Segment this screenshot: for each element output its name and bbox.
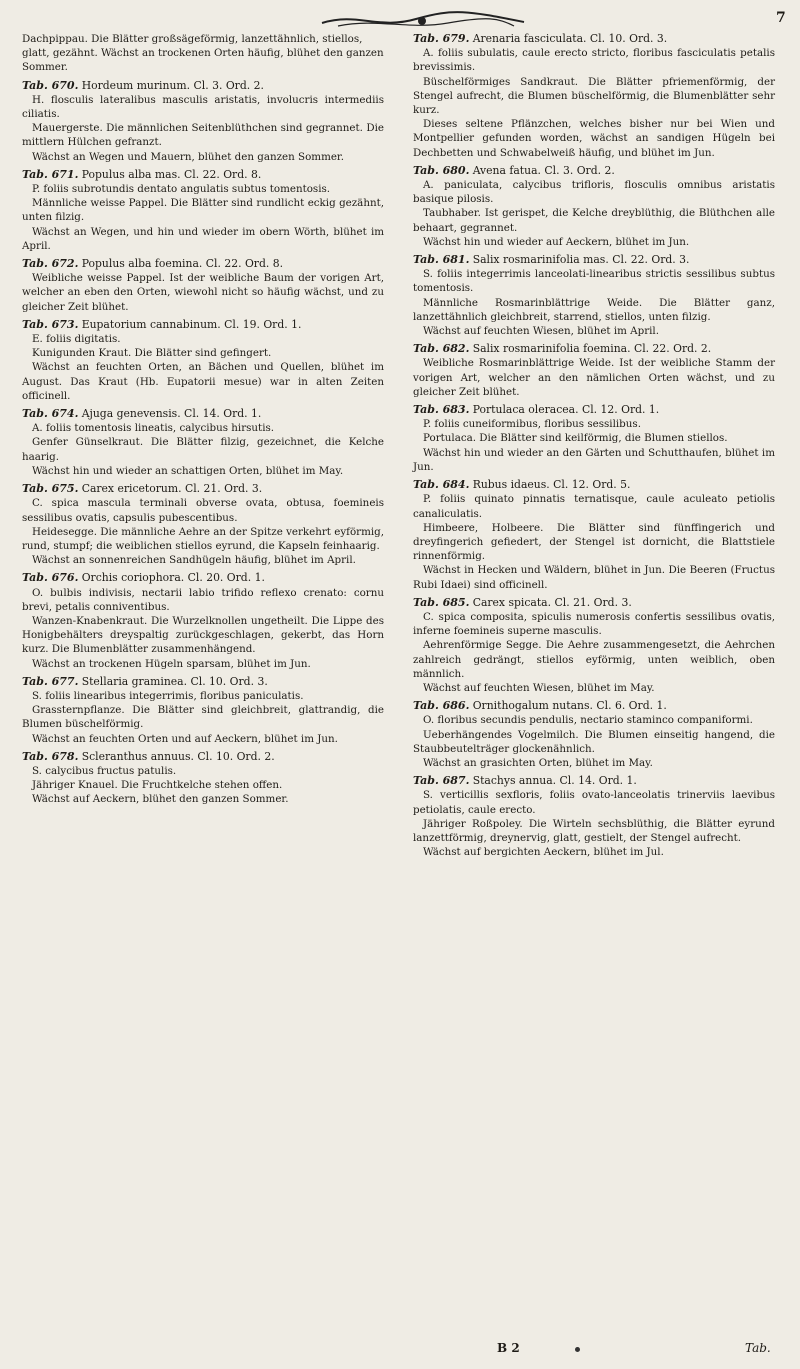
tab-number: Tab. 685. (413, 595, 470, 609)
entry-tab-675 (22, 482, 384, 567)
entry-tab-679 (413, 32, 775, 160)
species-name: Carex spicata. Cl. 21. Ord. 3. (472, 595, 632, 609)
entry-heading (413, 478, 775, 492)
german-description: Jähriger Roßpoley. Die Wirteln sechsblüthig, die Blätter eyrund lanzettförmig, dreynervig, glatt, gestielt, der Stengel aufrecht. (413, 817, 775, 844)
german-description: Aehrenförmige Segge. Die Aehre zusammengesetzt, die Aehrchen zahlreich gedrängt, stiellos eyförmig, unten weiblich, oben männlich. (413, 639, 775, 680)
habitat-text: Wächst hin und wieder auf Aeckern, blühet im Jun. (423, 235, 690, 248)
tab-number: Tab. 671. (22, 167, 79, 181)
ornament-graphic (318, 8, 528, 34)
german-description: Heidesegge. Die männliche Aehre an der Spitze verkehrt eyförmig, rund, stumpf; die weiblichen stiellos eyrund, die Kapseln feinhaarig. (22, 525, 384, 552)
entry-tab-687 (413, 774, 775, 859)
german-description: Ueberhängendes Vogelmilch. Die Blumen einseitig hangend, die Staubbeutelträger glockenähnlich. (413, 728, 775, 755)
german-description: Grassternpflanze. Die Blätter sind gleichbreit, glattrandig, die Blumen büschelförmig. (22, 704, 384, 731)
latin-description: A. foliis subulatis, caule erecto stricto, floribus fasciculatis petalis brevissimis. (413, 47, 775, 74)
tab-number: Tab. 672. (22, 257, 79, 271)
entry-heading (413, 342, 775, 356)
species-name: Hordeum murinum. Cl. 3. Ord. 2. (81, 78, 264, 92)
entry-tab-682 (413, 342, 775, 399)
tab-number: Tab. 686. (413, 699, 470, 713)
german-description: Weibliche weisse Pappel. Ist der weibliche Baum der vorigen Art, welcher an eben den Orten, wiewohl nicht so häufig wächst, und zu gleicher Zeit blühet. (22, 272, 384, 313)
german-description: Büschelförmiges Sandkraut. Die Blätter pfriemenförmig, der Stengel aufrecht, die Blumen büschelförmig, die Blumenblätter sehr kurz. (413, 75, 775, 117)
species-name: Stellaria graminea. Cl. 10. Ord. 3. (81, 674, 268, 688)
species-name: Ornithogalum nutans. Cl. 6. Ord. 1. (472, 699, 667, 713)
entry-tab-673 (22, 318, 384, 403)
tab-number: Tab. 676. (22, 571, 79, 585)
tab-number: Tab. 678. (22, 749, 79, 763)
habitat-text: Dieses seltene Pflänzchen, welches bisher nur bei Wien und Montpellier gefunden worden, wächst an sandigen Hügeln bei Dechbetten und Schwabelweiß häufig, und blühet im Jun. (413, 118, 775, 159)
habitat-text: Wächst an Wegen, und hin und wieder im obern Wörth, blühet im April. (22, 225, 384, 252)
entry-tab-677 (22, 675, 384, 746)
latin-description: S. foliis linearibus integerrimis, floribus paniculatis. (32, 689, 304, 702)
entry-heading (22, 79, 384, 93)
german-description: Portulaca. Die Blätter sind keilförmig, die Blumen stiellos. (423, 432, 728, 445)
entry-tab-671 (22, 168, 384, 253)
latin-description: C. spica composita, spiculis numerosis confertis sessilibus ovatis, inferne foemineis superne masculis. (413, 610, 775, 638)
entry-tab-670 (22, 79, 384, 164)
species-name: Populus alba foemina. Cl. 22. Ord. 8. (81, 257, 284, 271)
habitat-text: Wächst auf feuchten Wiesen, blühet im April. (423, 325, 659, 338)
tab-number: Tab. 682. (413, 342, 470, 356)
entry-tab-680 (413, 164, 775, 249)
entry-tab-685 (413, 596, 775, 695)
latin-description: E. foliis digitatis. (32, 333, 121, 346)
page-number: 7 (776, 10, 786, 26)
german-description: Wanzen-Knabenkraut. Die Wurzelknollen ungetheilt. Die Lippe des Honigbehälters dreyspaltig zurückgeschlagen, gekerbt, das Horn kurz. Die Blumenblätter zusammenhängend. (22, 614, 384, 656)
entry-tab-674 (22, 407, 384, 478)
entry-heading (413, 596, 775, 610)
species-name: Rubus idaeus. Cl. 12. Ord. 5. (472, 478, 631, 492)
species-name: Salix rosmarinifolia mas. Cl. 22. Ord. 3. (472, 253, 690, 267)
german-description: Jähriger Knauel. Die Fruchtkelche stehen offen. (32, 779, 283, 792)
latin-description: C. spica mascula terminali obverse ovata, obtusa, foemineis sessilibus ovatis, capsulis pubescentibus. (22, 497, 384, 524)
ink-dot (575, 1347, 580, 1352)
species-name: Avena fatua. Cl. 3. Ord. 2. (472, 163, 615, 177)
entry-heading (22, 257, 384, 271)
habitat-text: Wächst hin und wieder an den Gärten und Schutthaufen, blühet im Jun. (413, 446, 775, 473)
species-name: Ajuga genevensis. Cl. 14. Ord. 1. (81, 407, 262, 421)
species-name: Salix rosmarinifolia foemina. Cl. 22. Ord. 2. (472, 342, 712, 356)
habitat-text: Wächst hin und wieder an schattigen Orten, blühet im May. (32, 464, 344, 477)
latin-description: S. calycibus fructus patulis. (32, 764, 177, 777)
entry-heading (413, 164, 775, 178)
habitat-text: Wächst an feuchten Orten und auf Aeckern, blühet im Jun. (32, 732, 338, 745)
entry-tab-676 (22, 571, 384, 670)
entry-heading (22, 482, 384, 496)
entry-heading (413, 699, 775, 713)
right-column (413, 32, 775, 863)
latin-description: S. foliis integerrimis lanceolati-linearibus strictis sessilibus subtus tomentosis. (413, 268, 775, 295)
entry-tab-683 (413, 403, 775, 474)
species-name: Eupatorium cannabinum. Cl. 19. Ord. 1. (81, 317, 302, 331)
catchword: Tab. (745, 1341, 771, 1355)
latin-description: P. foliis quinato pinnatis ternatisque, caule aculeato petiolis canaliculatis. (413, 493, 775, 520)
tab-number: Tab. 677. (22, 674, 79, 688)
german-description: Kunigunden Kraut. Die Blätter sind gefingert. (32, 347, 272, 360)
entry-heading (22, 407, 384, 421)
tab-number: Tab. 675. (22, 482, 79, 496)
habitat-text: Wächst an Wegen und Mauern, blühet den ganzen Sommer. (32, 150, 344, 163)
tab-number: Tab. 681. (413, 253, 470, 267)
habitat-text: Wächst an grasichten Orten, blühet im May. (423, 756, 653, 769)
entry-heading (413, 403, 775, 417)
habitat-text: Wächst in Hecken und Wäldern, blühet in Jun. Die Beeren (Fructus Rubi Idaei) sind officinell. (413, 564, 775, 591)
latin-description: S. verticillis sexfloris, foliis ovato-lanceolatis trinerviis laevibus petiolatis, caule erecto. (413, 789, 775, 816)
tab-number: Tab. 683. (413, 403, 470, 417)
entry-tab-684 (413, 478, 775, 592)
tab-number: Tab. 670. (22, 78, 79, 92)
tab-number: Tab. 673. (22, 317, 79, 331)
tab-number: Tab. 674. (22, 407, 79, 421)
entry-heading (22, 675, 384, 689)
entry-tab-672 (22, 257, 384, 314)
german-description: Genfer Günselkraut. Die Blätter filzig, gezeichnet, die Kelche haarig. (22, 436, 384, 463)
habitat-text: Wächst auf feuchten Wiesen, blühet im May. (423, 681, 655, 694)
entry-tab-681 (413, 253, 775, 338)
species-name: Stachys annua. Cl. 14. Ord. 1. (472, 774, 637, 788)
entry-heading (22, 750, 384, 764)
habitat-text: Wächst an trockenen Hügeln sparsam, blühet im Jun. (32, 657, 311, 670)
entry-heading (22, 318, 384, 332)
latin-description: P. foliis subrotundis dentato angulatis subtus tomentosis. (32, 183, 331, 196)
german-description: Weibliche Rosmarinblättrige Weide. Ist der weibliche Stamm der vorigen Art, welcher an den nämlichen Orten wächst, und zu gleicher Zeit blühet. (413, 357, 775, 398)
entry-heading (22, 168, 384, 182)
german-description: Männliche weisse Pappel. Die Blätter sind rundlicht eckig gezähnt, unten filzig. (22, 197, 384, 224)
habitat-text: Wächst an sonnenreichen Sandhügeln häufig, blühet im April. (32, 554, 356, 567)
entry-tab-678 (22, 750, 384, 807)
latin-description: A. foliis tomentosis lineatis, calycibus hirsutis. (32, 422, 275, 435)
header-ornament (318, 8, 528, 34)
entry-tab-686 (413, 699, 775, 770)
entry-heading (22, 571, 384, 585)
species-name: Orchis coriophora. Cl. 20. Ord. 1. (81, 571, 265, 585)
species-name: Portulaca oleracea. Cl. 12. Ord. 1. (472, 403, 660, 417)
tab-number: Tab. 687. (413, 774, 470, 788)
species-name: Scleranthus annuus. Cl. 10. Ord. 2. (81, 749, 275, 763)
habitat-text: Wächst auf Aeckern, blühet den ganzen Sommer. (32, 793, 289, 806)
latin-description: H. flosculis lateralibus masculis aristatis, involucris intermediis ciliatis. (22, 93, 384, 121)
entry-heading (413, 32, 775, 46)
german-description: Männliche Rosmarinblättrige Weide. Die Blätter ganz, lanzettähnlich gleichbreit, starrend, stiellos, unten filzig. (413, 296, 775, 323)
species-name: Carex ericetorum. Cl. 21. Ord. 3. (81, 482, 263, 496)
german-description: Himbeere, Holbeere. Die Blätter sind fünffingerich und dreyfingerich gefiedert, der Stengel ist dornicht, die Blattstiele rinnenförmig. (413, 521, 775, 563)
left-column (22, 32, 384, 811)
latin-description: O. floribus secundis pendulis, nectario staminco companiformi. (423, 714, 753, 727)
signature-mark: B 2 (497, 1341, 520, 1355)
german-description: Taubhaber. Ist gerispet, die Kelche dreyblüthig, die Blüthchen alle behaart, gegrannet. (413, 207, 775, 234)
species-name: Populus alba mas. Cl. 22. Ord. 8. (81, 167, 262, 181)
german-description: Mauergerste. Die männlichen Seitenblüthchen sind gegrannet. Die mittlern Hülchen gefranzt. (22, 122, 384, 149)
latin-description: P. foliis cuneiformibus, floribus sessilibus. (423, 418, 641, 431)
entry-heading (413, 774, 775, 788)
species-name: Arenaria fasciculata. Cl. 10. Ord. 3. (472, 32, 668, 45)
tab-number: Tab. 680. (413, 163, 470, 177)
habitat-text: Wächst auf bergichten Aeckern, blühet im Jul. (423, 846, 664, 859)
latin-description: A. paniculata, calycibus trifloris, flosculis omnibus aristatis basique pilosis. (413, 179, 775, 206)
habitat-text: Wächst an feuchten Orten, an Bächen und Quellen, blühet im August. Das Kraut (Hb. Eupatorii mesue) war in alten Zeiten officinell. (22, 361, 384, 402)
tab-number: Tab. 684. (413, 478, 470, 492)
entry-heading (413, 253, 775, 267)
tab-number: Tab. 679. (413, 32, 470, 45)
carryover-text: Dachpippau. Die Blätter großsägeförmig, lanzettähnlich, stiellos, glatt, gezähnt. Wächst an trockenen Orten häufig, blühet den ganzen Sommer. (22, 33, 384, 74)
latin-description: O. bulbis indivisis, nectarii labio trifido reflexo crenato: cornu brevi, petalis conniventibus. (22, 586, 384, 613)
